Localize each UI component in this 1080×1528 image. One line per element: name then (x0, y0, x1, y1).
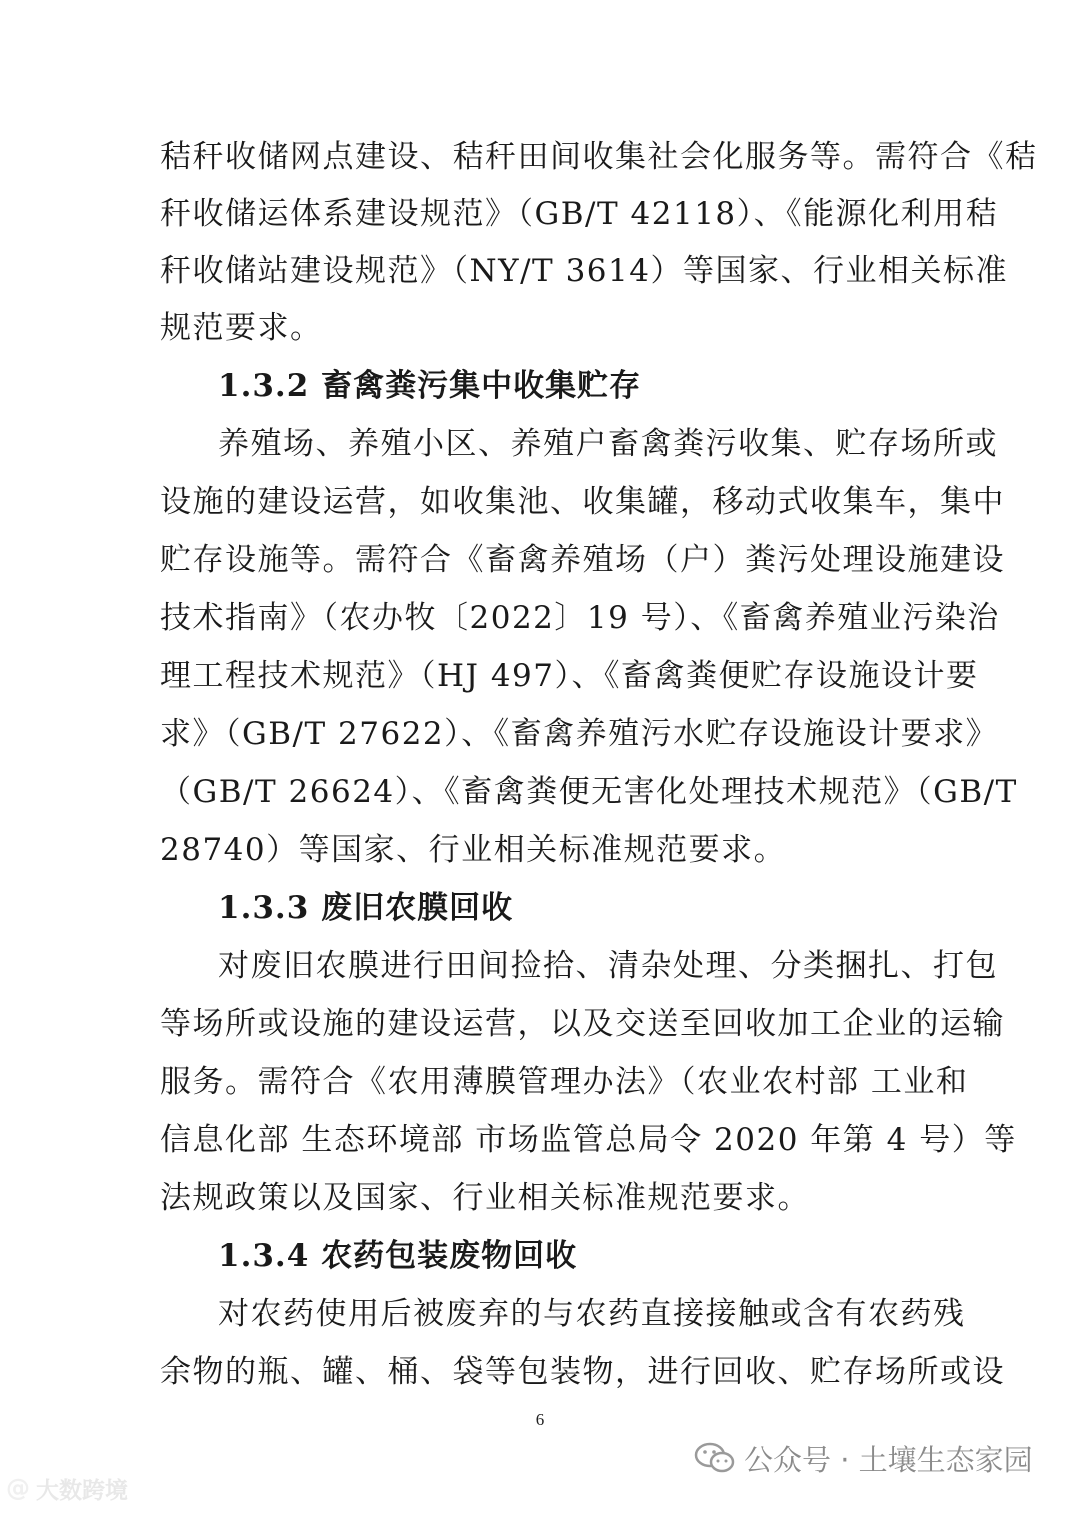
page-number: 6 (535, 1410, 545, 1429)
watermark-left (6, 1470, 128, 1506)
section-heading: 1.3.4 农药包装废物回收 (218, 1238, 578, 1274)
paragraph-line: 秆收储站建设规范》（NY/T 3614）等国家、行业相关标准 (160, 253, 1008, 289)
section-heading: 1.3.3 废旧农膜回收 (218, 890, 514, 926)
paragraph-line: 信息化部 生态环境部 市场监管总局令 2020 年第 4 号）等 (160, 1122, 1017, 1158)
paragraph-line: 理工程技术规范》（HJ 497）、《畜禽粪便贮存设施设计要 (160, 658, 979, 694)
watermark-right (694, 1438, 1033, 1478)
paragraph-line: 等场所或设施的建设运营，以及交送至回收加工企业的运输 (160, 1006, 1005, 1042)
paragraph-line: 服务。需符合《农用薄膜管理办法》（农业农村部 工业和 (160, 1064, 969, 1100)
watermark-logo-icon: @ (6, 1474, 30, 1502)
paragraph-line: 对农药使用后被废弃的与农药直接接触或含有农药残 (218, 1296, 966, 1332)
paragraph-line: 秸秆收储网点建设、秸秆田间收集社会化服务等。需符合《秸 (160, 139, 1038, 175)
paragraph-line: 法规政策以及国家、行业相关标准规范要求。 (160, 1180, 810, 1216)
paragraph-line: （GB/T 26624）、《畜禽粪便无害化处理技术规范》（GB/T (160, 774, 1018, 810)
paragraph-line: 贮存设施等。需符合《畜禽养殖场（户）粪污处理设施建设 (160, 542, 1005, 578)
paragraph-line: 秆收储运体系建设规范》（GB/T 42118）、《能源化利用秸 (160, 196, 999, 232)
paragraph-line: 对废旧农膜进行田间捡拾、清杂处理、分类捆扎、打包 (218, 948, 998, 984)
wechat-icon (694, 1441, 736, 1475)
watermark-right-text: 公众号 · 土壤生态家园 (744, 1442, 1033, 1477)
paragraph-line: 规范要求。 (160, 310, 323, 346)
paragraph-line: 余物的瓶、罐、桶、袋等包装物，进行回收、贮存场所或设 (160, 1354, 1005, 1390)
paragraph-line: 求》（GB/T 27622）、《畜禽养殖污水贮存设施设计要求》 (160, 716, 999, 752)
paragraph-line: 技术指南》（农办牧〔2022〕19 号）、《畜禽养殖业污染治 (160, 600, 1000, 636)
paragraph-line: 养殖场、养殖小区、养殖户畜禽粪污收集、贮存场所或 (218, 426, 998, 462)
watermark-left-text: 大数跨境 (36, 1477, 128, 1504)
section-heading: 1.3.2 畜禽粪污集中收集贮存 (218, 368, 642, 404)
paragraph-line: 设施的建设运营，如收集池、收集罐，移动式收集车，集中 (160, 484, 1005, 520)
paragraph-line: 28740）等国家、行业相关标准规范要求。 (160, 832, 787, 868)
